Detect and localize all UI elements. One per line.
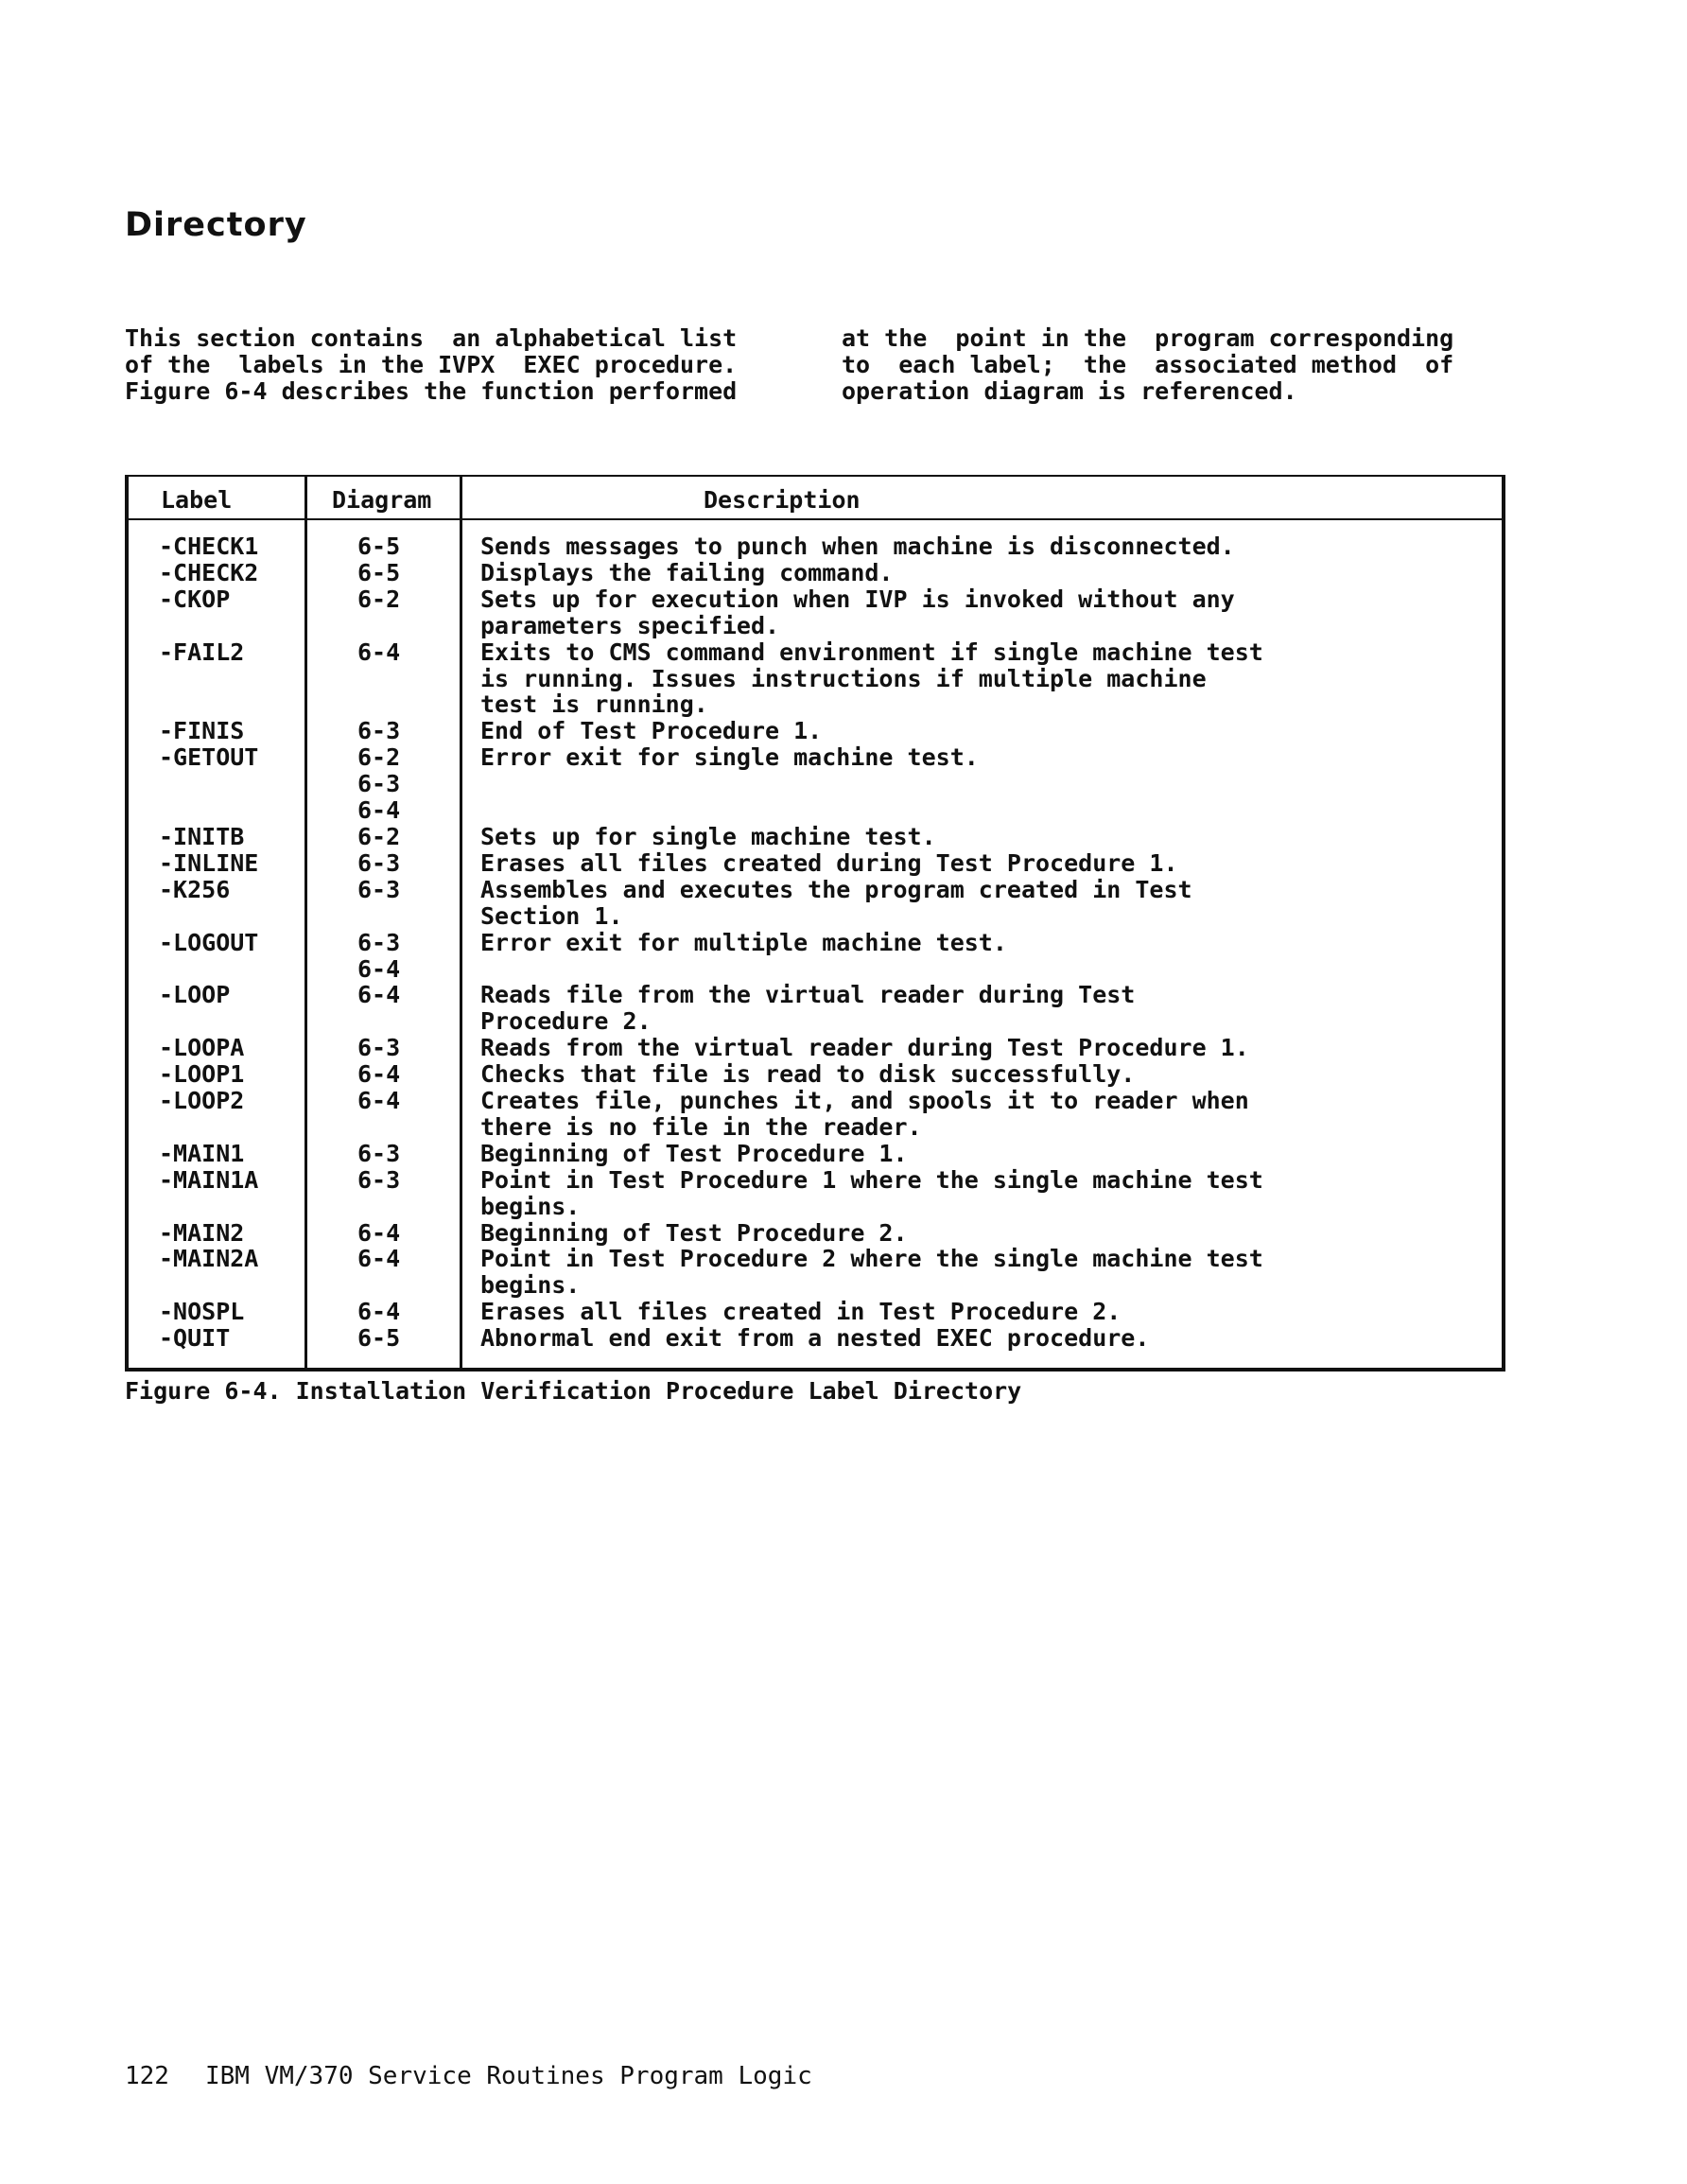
row-diagram: 6-3	[357, 848, 401, 877]
row-description: End of Test Procedure 1.	[480, 717, 823, 745]
row-diagram: 6-2 6-3 6-4	[357, 743, 401, 825]
table-row	[129, 1167, 1502, 1220]
row-description: Erases all files created in Test Procedure 2.	[480, 1298, 1122, 1326]
row-description: Error exit for single machine test.	[480, 743, 979, 772]
row-label: -LOOP1	[159, 1060, 245, 1089]
row-diagram: 6-3 6-4	[357, 928, 401, 983]
row-description: Error exit for multiple machine test.	[480, 928, 1007, 956]
table-row	[129, 850, 1502, 877]
table-row	[129, 718, 1502, 744]
row-label: -NOSPL	[159, 1298, 245, 1326]
row-diagram: 6-5	[357, 1324, 401, 1353]
label-directory-table	[125, 475, 1505, 1372]
row-diagram: 6-5	[357, 533, 401, 560]
table-row	[129, 877, 1502, 930]
figure-caption: Figure 6-4. Installation Verification Procedure Label Directory	[125, 1377, 1022, 1405]
row-diagram: 6-4	[357, 1245, 401, 1273]
row-diagram: 6-4	[357, 1298, 401, 1326]
table-row	[129, 1035, 1502, 1061]
page-number: 122	[125, 2062, 169, 2090]
table-body	[129, 533, 1502, 1352]
table-row	[129, 560, 1502, 586]
row-description: Assembles and executes the program created in Test Section 1.	[480, 875, 1192, 930]
row-diagram: 6-4	[357, 981, 401, 1009]
row-description: Sends messages to punch when machine is disconnected.	[480, 533, 1235, 560]
row-label: -MAIN2	[159, 1218, 245, 1247]
row-label: -LOGOUT	[159, 928, 259, 956]
intro-text-right-column: at the point in the program corresponding to each label; the associated method of operation diagram is referenced.	[842, 324, 1454, 405]
table-row	[129, 930, 1502, 983]
row-diagram: 6-5	[357, 558, 401, 586]
row-label: -FINIS	[159, 717, 245, 745]
table-row	[129, 1141, 1502, 1167]
row-label: -CHECK1	[159, 533, 259, 560]
row-description: Point in Test Procedure 1 where the single machine test begins.	[480, 1165, 1263, 1220]
page-footer	[125, 2062, 812, 2090]
row-description: Checks that file is read to disk successfully.	[480, 1060, 1136, 1089]
section-heading: Directory	[125, 206, 307, 244]
row-label: -INLINE	[159, 848, 259, 877]
publication-title: IBM VM/370 Service Routines Program Logic	[204, 2062, 812, 2090]
table-row	[129, 533, 1502, 560]
row-label: -GETOUT	[159, 743, 259, 772]
row-diagram: 6-3	[357, 1165, 401, 1194]
row-diagram: 6-3	[357, 1034, 401, 1062]
row-description: Beginning of Test Procedure 1.	[480, 1139, 908, 1167]
table-row	[129, 1220, 1502, 1247]
row-label: -MAIN1A	[159, 1165, 259, 1194]
column-header-label: Label	[161, 486, 233, 514]
row-description: Creates file, punches it, and spools it to reader when there is no file in the reader.	[480, 1087, 1249, 1141]
table-row	[129, 982, 1502, 1035]
table-row	[129, 639, 1502, 719]
row-label: -CHECK2	[159, 558, 259, 586]
table-row	[129, 1088, 1502, 1141]
row-description: Exits to CMS command environment if single machine test is running. Issues instructions if multiple machine test is running.	[480, 638, 1263, 719]
row-description: Displays the failing command.	[480, 558, 894, 586]
row-description: Point in Test Procedure 2 where the single machine test begins.	[480, 1245, 1263, 1300]
row-label: -K256	[159, 875, 231, 903]
row-label: -FAIL2	[159, 638, 245, 666]
row-label: -MAIN1	[159, 1139, 245, 1167]
row-label: -LOOP2	[159, 1087, 245, 1115]
row-description: Reads file from the virtual reader during Test Procedure 2.	[480, 981, 1136, 1036]
row-description: Reads from the virtual reader during Test Procedure 1.	[480, 1034, 1249, 1062]
table-row	[129, 1325, 1502, 1352]
table-row	[129, 1061, 1502, 1088]
column-header-description: Description	[704, 486, 861, 514]
row-label: -CKOP	[159, 585, 231, 613]
row-description: Abnormal end exit from a nested EXEC procedure.	[480, 1324, 1150, 1353]
row-diagram: 6-2	[357, 822, 401, 850]
table-header	[129, 477, 1502, 520]
table-row	[129, 586, 1502, 639]
row-diagram: 6-4	[357, 638, 401, 666]
column-header-diagram: Diagram	[332, 486, 432, 514]
row-description: Sets up for single machine test.	[480, 822, 936, 850]
row-label: -MAIN2A	[159, 1245, 259, 1273]
row-diagram: 6-3	[357, 875, 401, 903]
row-label: -LOOP	[159, 981, 231, 1009]
row-description: Erases all files created during Test Procedure 1.	[480, 848, 1178, 877]
row-diagram: 6-3	[357, 1139, 401, 1167]
row-label: -QUIT	[159, 1324, 231, 1353]
row-diagram: 6-3	[357, 717, 401, 745]
row-description: Beginning of Test Procedure 2.	[480, 1218, 908, 1247]
table-row	[129, 1246, 1502, 1299]
row-diagram: 6-4	[357, 1218, 401, 1247]
row-diagram: 6-4	[357, 1060, 401, 1089]
row-diagram: 6-4	[357, 1087, 401, 1115]
table-row	[129, 744, 1502, 824]
row-label: -LOOPA	[159, 1034, 245, 1062]
table-row	[129, 824, 1502, 850]
row-label: -INITB	[159, 822, 245, 850]
intro-text-left-column: This section contains an alphabetical list of the labels in the IVPX EXEC procedure. Figure 6-4 describes the function performed	[125, 324, 738, 405]
table-row	[129, 1299, 1502, 1325]
row-diagram: 6-2	[357, 585, 401, 613]
row-description: Sets up for execution when IVP is invoked without any parameters specified.	[480, 585, 1235, 639]
